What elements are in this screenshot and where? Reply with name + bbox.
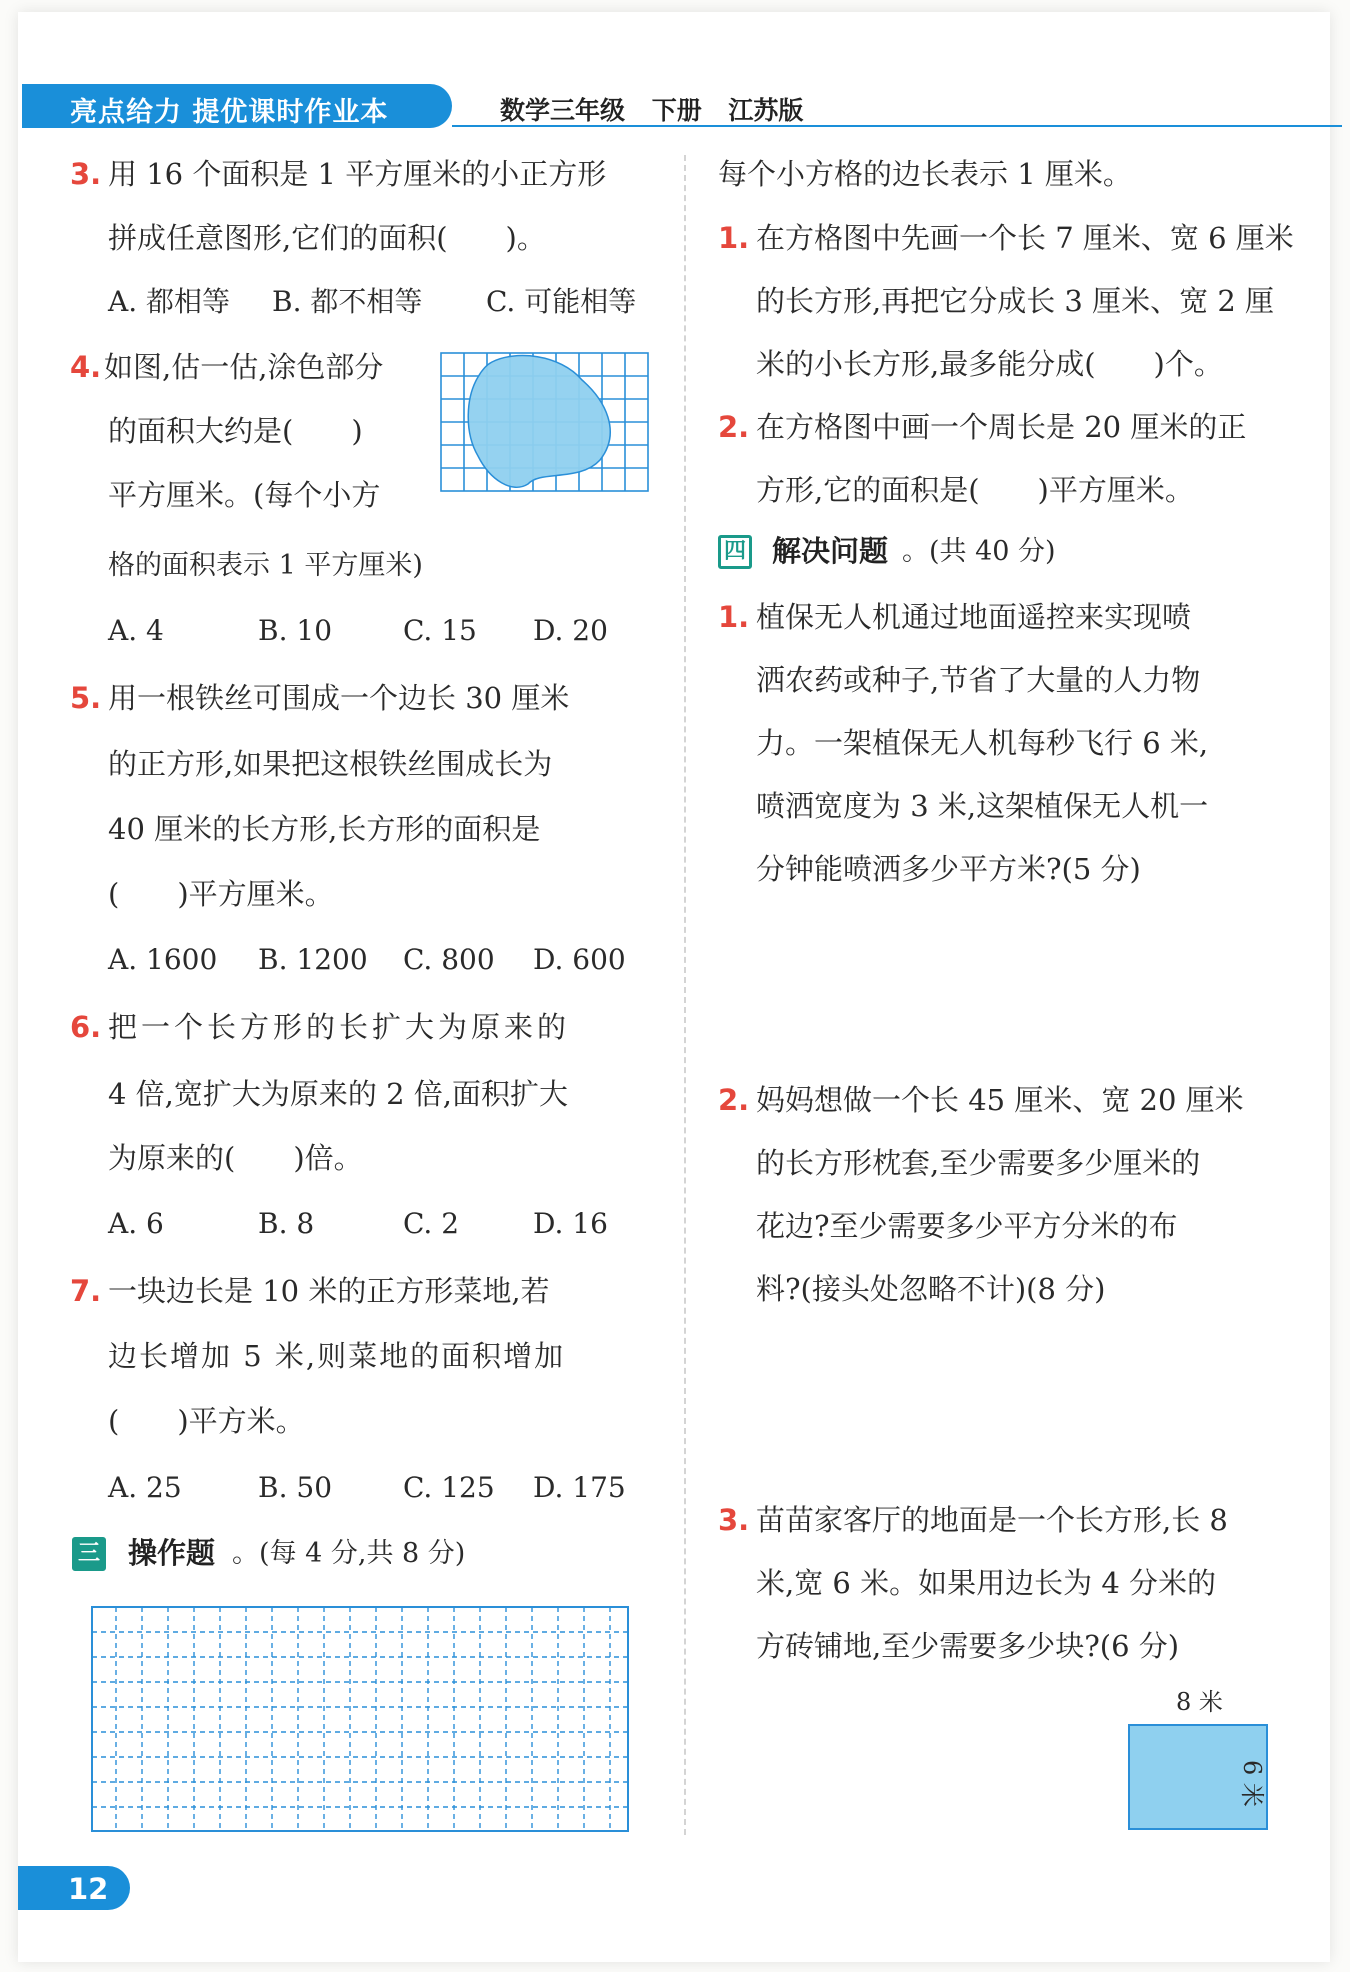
question-number: 1. <box>718 600 750 634</box>
question-text: 花边?至少需要多少平方分米的布 <box>756 1209 1178 1243</box>
option-b: B. 8 <box>258 1207 315 1240</box>
question-text: 拼成任意图形,它们的面积( )。 <box>108 221 546 255</box>
question-text: 力。一架植保无人机每秒飞行 6 米, <box>756 726 1209 760</box>
question-number: 3. <box>718 1503 750 1537</box>
question-text: 40 厘米的长方形,长方形的面积是 <box>108 812 541 846</box>
question-text: 格的面积表示 1 平方厘米) <box>108 550 423 581</box>
question-text: 用一根铁丝可围成一个边长 30 厘米 <box>108 681 570 715</box>
question-text: 的面积大约是( ) <box>108 414 363 448</box>
question-text: 的长方形枕套,至少需要多少厘米的 <box>756 1146 1201 1180</box>
question-text: 的长方形,再把它分成长 3 厘米、宽 2 厘 <box>756 284 1274 318</box>
page-header <box>22 84 1322 128</box>
option-a: A. 4 <box>108 614 164 647</box>
question-text: 边长增加 5 米,则菜地的面积增加 <box>108 1339 566 1373</box>
question-text: 如图,估一估,涂色部分 <box>104 350 384 384</box>
option-c: C. 125 <box>403 1471 495 1504</box>
section-badge: 四 <box>718 535 752 569</box>
question-text: 洒农药或种子,节省了大量的人力物 <box>756 663 1201 697</box>
column-divider <box>684 155 686 1835</box>
question-text: 为原来的( )倍。 <box>108 1141 363 1175</box>
option-a: A. 都相等 <box>108 285 231 318</box>
page-number-tab <box>18 1866 130 1910</box>
question-text: 的正方形,如果把这根铁丝围成长为 <box>108 747 553 781</box>
option-d: D. 16 <box>533 1207 608 1240</box>
option-d: D. 20 <box>533 614 608 647</box>
question-text: 平方厘米。(每个小方 <box>108 478 381 512</box>
room-height-label: 6 米 <box>1238 1760 1266 1807</box>
question-text: 在方格图中先画一个长 7 厘米、宽 6 厘米 <box>756 221 1294 255</box>
grid-instruction: 每个小方格的边长表示 1 厘米。 <box>718 157 1132 191</box>
question-text: 用 16 个面积是 1 平方厘米的小正方形 <box>108 157 607 191</box>
question-number: 6. <box>70 1010 102 1044</box>
question-number: 3. <box>70 157 102 191</box>
question-number: 1. <box>718 221 750 255</box>
question-text: 在方格图中画一个周长是 20 厘米的正 <box>756 410 1247 444</box>
option-c: C. 2 <box>403 1207 460 1240</box>
question-text: 喷洒宽度为 3 米,这架植保无人机一 <box>756 789 1209 823</box>
question-text: 方砖铺地,至少需要多少块?(6 分) <box>756 1629 1180 1663</box>
question-text: 4 倍,宽扩大为原来的 2 倍,面积扩大 <box>108 1077 568 1111</box>
series-banner <box>22 84 452 128</box>
section-note: 。(每 4 分,共 8 分) <box>232 1538 466 1569</box>
option-b: B. 10 <box>258 614 333 647</box>
question-number: 5. <box>70 681 102 715</box>
estimate-grid-figure <box>440 352 650 492</box>
option-b: B. 都不相等 <box>272 285 423 318</box>
question-text: 妈妈想做一个长 45 厘米、宽 20 厘米 <box>756 1083 1244 1117</box>
question-number: 7. <box>70 1274 102 1308</box>
question-text: 苗苗家客厅的地面是一个长方形,长 8 <box>756 1503 1228 1537</box>
question-text: ( )平方米。 <box>108 1404 305 1438</box>
option-a: A. 6 <box>108 1207 164 1240</box>
question-text: 把一个长方形的长扩大为原来的 <box>108 1010 571 1044</box>
option-b: B. 50 <box>258 1471 333 1504</box>
drawing-grid <box>90 1605 630 1833</box>
option-d: D. 175 <box>533 1471 626 1504</box>
question-text: 分钟能喷洒多少平方米?(5 分) <box>756 852 1141 886</box>
option-b: B. 1200 <box>258 943 368 976</box>
page-number: 12 <box>68 1872 109 1906</box>
room-width-label: 8 米 <box>1176 1688 1223 1716</box>
option-a: A. 1600 <box>108 943 218 976</box>
option-c: C. 可能相等 <box>486 285 637 318</box>
question-number: 4. <box>70 350 102 384</box>
question-text: 米,宽 6 米。如果用边长为 4 分米的 <box>756 1566 1216 1600</box>
option-a: A. 25 <box>108 1471 182 1504</box>
series-label: 亮点给力 提优课时作业本 <box>70 97 389 128</box>
question-text: 一块边长是 10 米的正方形菜地,若 <box>108 1274 550 1308</box>
question-text: ( )平方厘米。 <box>108 877 334 911</box>
section-badge: 三 <box>72 1537 106 1571</box>
question-text: 植保无人机通过地面遥控来实现喷 <box>756 600 1192 634</box>
subject-info: 数学三年级 下册 江苏版 <box>500 96 804 125</box>
section-note: 。(共 40 分) <box>902 536 1056 567</box>
question-text: 方形,它的面积是( )平方厘米。 <box>756 473 1194 507</box>
option-c: C. 15 <box>403 614 477 647</box>
section-title: 操作题 <box>128 1536 216 1570</box>
option-c: C. 800 <box>403 943 495 976</box>
question-number: 2. <box>718 410 750 444</box>
question-number: 2. <box>718 1083 750 1117</box>
option-d: D. 600 <box>533 943 626 976</box>
section-title: 解决问题 <box>772 534 889 568</box>
question-text: 米的小长方形,最多能分成( )个。 <box>756 347 1223 381</box>
question-text: 料?(接头处忽略不计)(8 分) <box>756 1272 1106 1306</box>
